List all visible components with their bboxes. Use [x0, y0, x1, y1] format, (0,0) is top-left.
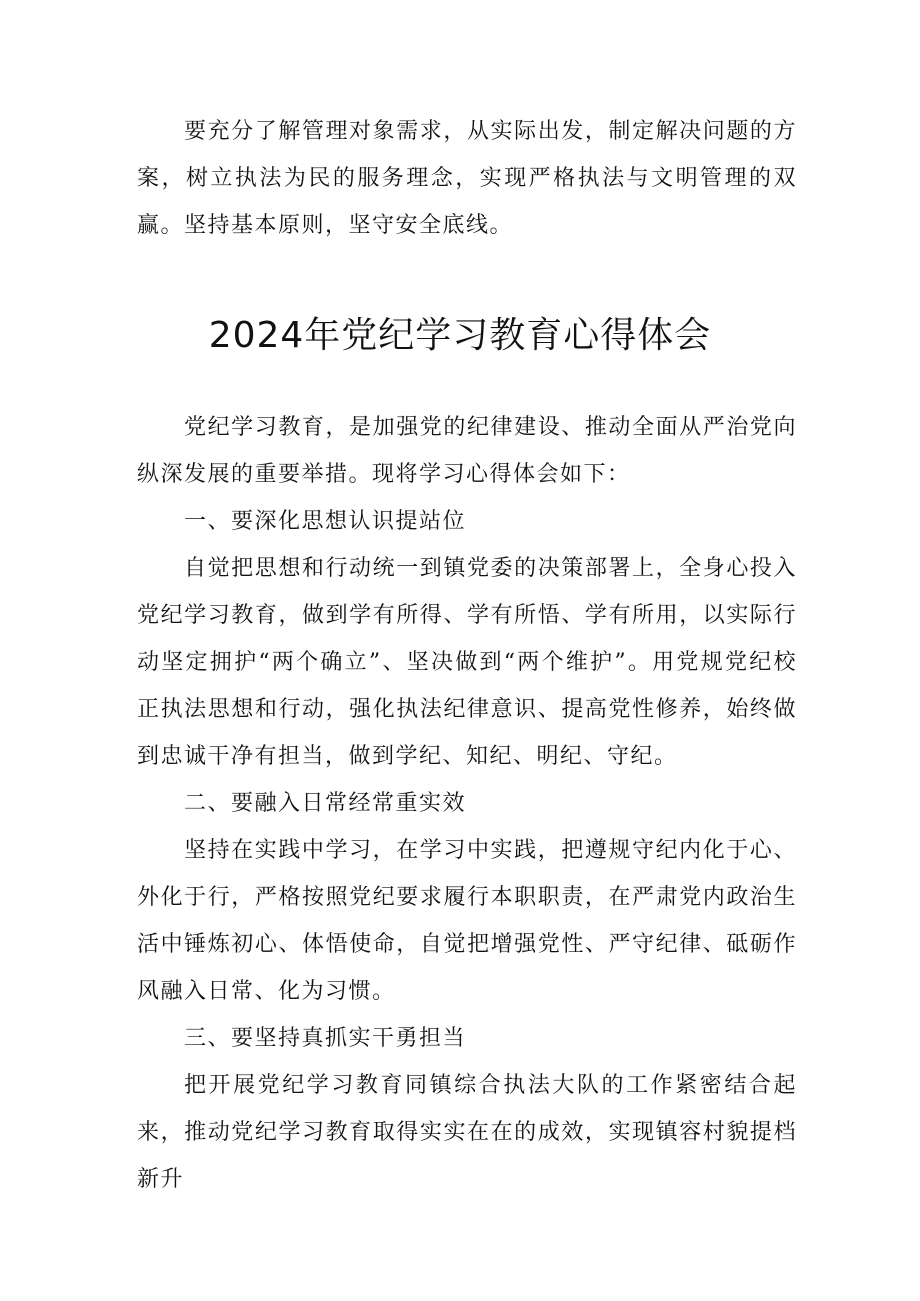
document-title: 2024年党纪学习教育心得体会 — [208, 315, 712, 356]
section-body-1: 自觉把思想和行动统一到镇党委的决策部署上，全身心投入党纪学习教育，做到学有所得、学有所悟、学有所用，以实际行动坚定拥护“两个确立”、坚决做到“两个维护”。用党规党纪校正执法思想和行动，强化执法纪律意识、提高党性修养，始终做到忠诚干净有担当，做到学纪、知纪、明纪、守纪。 — [137, 556, 797, 769]
section-body-3: 把开展党纪学习教育同镇综合执法大队的工作紧密结合起来，推动党纪学习教育取得实实在在的成效，实现镇容村貌提档新升 — [137, 1073, 797, 1192]
section-heading-1: 一、要深化思想认识提站位 — [184, 509, 467, 534]
section-heading-3: 三、要坚持真抓实干勇担当 — [184, 1026, 467, 1051]
section-heading-2: 二、要融入日常经常重实效 — [184, 791, 467, 816]
continued-paragraph: 要充分了解管理对象需求，从实际出发，制定解决问题的方案，树立执法为民的服务理念，实现严格执法与文明管理的双赢。坚持基本原则，坚守安全底线。 — [137, 119, 797, 238]
section-body-2: 坚持在实践中学习，在学习中实践，把遵规守纪内化于心、外化于行，严格按照党纪要求履行本职职责，在严肃党内政治生活中锤炼初心、体悟使命，自觉把增强党性、严守纪律、砥砺作风融入日常、化为习惯。 — [137, 838, 797, 1004]
lead-paragraph: 党纪学习教育，是加强党的纪律建设、推动全面从严治党向纵深发展的重要举措。现将学习心得体会如下： — [137, 415, 797, 487]
